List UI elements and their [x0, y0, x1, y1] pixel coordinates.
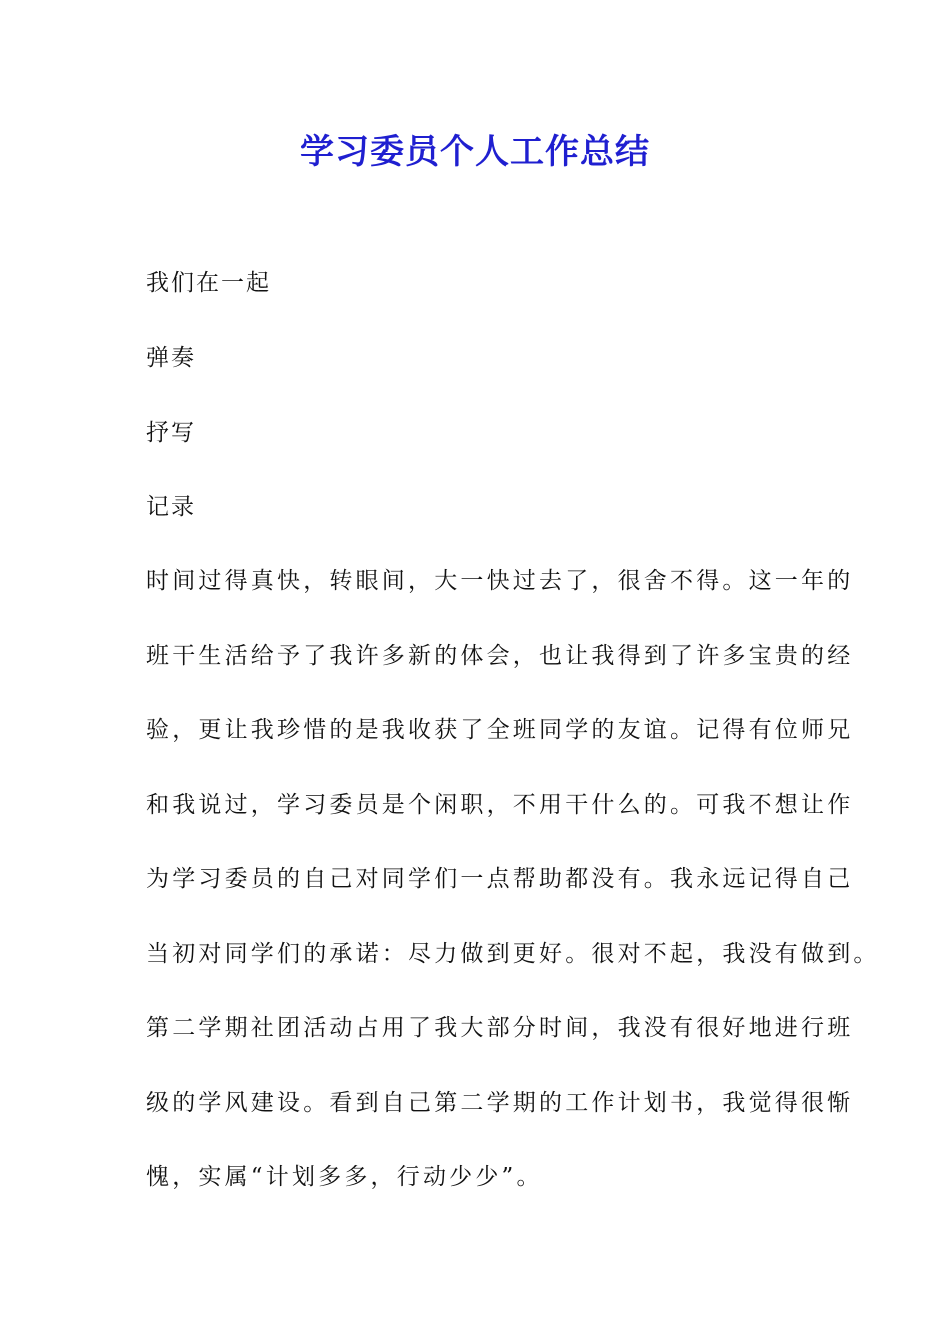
paragraph-line: 和我说过，学习委员是个闲职，不用干什么的。可我不想让作 — [146, 791, 854, 818]
document-title: 学习委员个人工作总结 — [300, 132, 650, 172]
short-line-1: 我们在一起 — [146, 270, 271, 296]
paragraph-line: 当初对同学们的承诺：尽力做到更好。很对不起，我没有做到。 — [146, 940, 880, 967]
short-line-4: 记录 — [146, 494, 196, 520]
paragraph-line: 愧，实属“计划多多，行动少少”。 — [146, 1164, 543, 1190]
paragraph-line: 班干生活给予了我许多新的体会，也让我得到了许多宝贵的经 — [146, 642, 854, 669]
paragraph-line: 第二学期社团活动占用了我大部分时间，我没有很好地进行班 — [146, 1015, 854, 1041]
short-line-2: 弹奏 — [146, 345, 196, 371]
paragraph-line: 时间过得真快，转眼间，大一快过去了，很舍不得。这一年的 — [146, 568, 854, 594]
paragraph-line: 验，更让我珍惜的是我收获了全班同学的友谊。记得有位师兄 — [146, 717, 854, 743]
short-line-3: 抒写 — [146, 420, 196, 446]
body-paragraph — [146, 566, 880, 1237]
paragraph-line: 为学习委员的自己对同学们一点帮助都没有。我永远记得自己 — [146, 866, 854, 892]
paragraph-line: 级的学风建设。看到自己第二学期的工作计划书，我觉得很惭 — [146, 1089, 854, 1116]
